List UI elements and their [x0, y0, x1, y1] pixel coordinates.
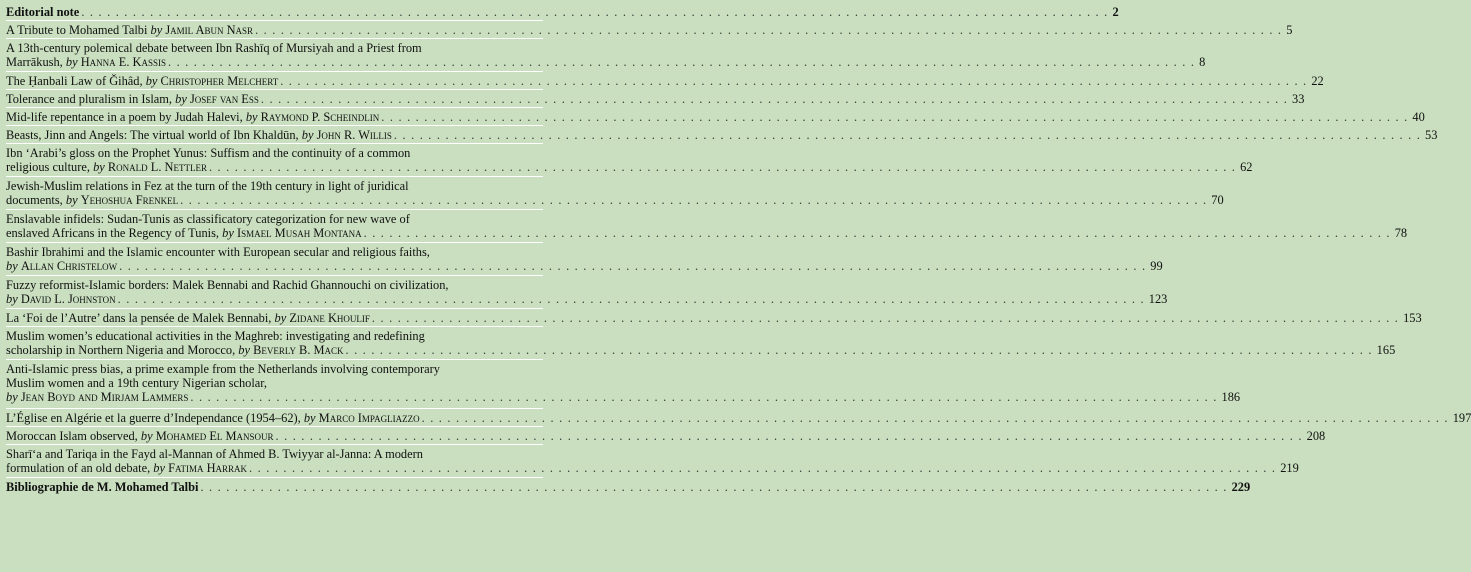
entry-heading — [6, 311, 370, 325]
entry-by: by — [150, 23, 163, 37]
entry-line — [6, 390, 1241, 404]
toc-entry[interactable] — [6, 39, 1206, 72]
entry-by: by — [303, 411, 316, 425]
entry-title: The Ḥanbali Law of Ğihâd, — [6, 74, 143, 88]
toc-entry[interactable] — [6, 427, 1326, 445]
leader-dots: . . . . . . . . . . . . . . . . . . . . . . . . . . . . . . . . . . . . . . . . . . . . . . . . . . . . . . . . . . . . . . . . . . . . . . . . . . . . . . . . . . . . . . . . . . . . . . . . . . . . . . . . . . . . . . . . . . . . . . . . — [363, 226, 1391, 240]
entry-title: Marrākush, — [6, 55, 63, 69]
entry-title-line: Fuzzy reformist-Islamic borders: Malek Bennabi and Rachid Ghannouchi on civilization, — [6, 278, 449, 292]
entry-heading — [6, 461, 247, 475]
toc-entry[interactable] — [6, 478, 1251, 497]
entry-author: Fatima Harrak — [168, 461, 248, 475]
leader-dots: . . . . . . . . . . . . . . . . . . . . . . . . . . . . . . . . . . . . . . . . . . . . . . . . . . . . . . . . . . . . . . . . . . . . . . . . . . . . . . . . . . . . . . . . . . . . . . . . . . . . . . . . . . . . . . . . . . . . . . . . — [255, 23, 1283, 37]
entry-title: Tolerance and pluralism in Islam, — [6, 92, 173, 106]
entry-line — [6, 480, 1251, 494]
entry-line — [6, 74, 1324, 88]
leader-dots: . . . . . . . . . . . . . . . . . . . . . . . . . . . . . . . . . . . . . . . . . . . . . . . . . . . . . . . . . . . . . . . . . . . . . . . . . . . . . . . . . . . . . . . . . . . . . . . . . . . . . . . . . . . . . . . . . . . . . . . . — [208, 160, 1237, 174]
leader-dots: . . . . . . . . . . . . . . . . . . . . . . . . . . . . . . . . . . . . . . . . . . . . . . . . . . . . . . . . . . . . . . . . . . . . . . . . . . . . . . . . . . . . . . . . . . . . . . . . . . . . . . . . . . . . . . . . . . . . . . . . — [275, 429, 1303, 443]
entry-author: John R. Willis — [316, 128, 392, 142]
leader-dots: . . . . . . . . . . . . . . . . . . . . . . . . . . . . . . . . . . . . . . . . . . . . . . . . . . . . . . . . . . . . . . . . . . . . . . . . . . . . . . . . . . . . . . . . . . . . . . . . . . . . . . . . . . . . . . . . . . . . . . . . — [180, 193, 1208, 207]
entry-heading — [6, 110, 379, 124]
entry-by: by — [245, 110, 258, 124]
entry-line — [6, 461, 1299, 475]
entry-page-number: 53 — [1425, 128, 1438, 142]
entry-page-number: 219 — [1280, 461, 1299, 475]
entry-author: Raymond P. Scheindlin — [260, 110, 380, 124]
leader-dots: . . . . . . . . . . . . . . . . . . . . . . . . . . . . . . . . . . . . . . . . . . . . . . . . . . . . . . . . . . . . . . . . . . . . . . . . . . . . . . . . . . . . . . . . . . . . . . . . . . . . . . . . . . . . . . . . . . . . . . . . — [81, 5, 1109, 19]
entry-heading — [6, 160, 207, 174]
entry-by: by — [65, 55, 78, 69]
entry-author: Jean Boyd and Mirjam Lammers — [20, 390, 189, 404]
entry-author: Jamil Abun Nasr — [165, 23, 254, 37]
entry-title-line: Jewish-Muslim relations in Fez at the turn of the 19th century in light of juridical — [6, 179, 409, 193]
entry-line — [6, 23, 1293, 37]
toc-entry[interactable] — [6, 126, 1438, 144]
toc-entry[interactable] — [6, 276, 1168, 309]
entry-author: Hanna E. Kassis — [80, 55, 166, 69]
entry-title: documents, — [6, 193, 63, 207]
entry-author: Zidane Khoulif — [289, 311, 370, 325]
leader-dots: . . . . . . . . . . . . . . . . . . . . . . . . . . . . . . . . . . . . . . . . . . . . . . . . . . . . . . . . . . . . . . . . . . . . . . . . . . . . . . . . . . . . . . . . . . . . . . . . . . . . . . . . . . . . . . . . . . . . . . . . — [280, 74, 1308, 88]
entry-title: L’Église en Algérie et la guerre d’Independance (1954–62), — [6, 411, 301, 425]
entry-title: scholarship in Northern Nigeria and Morocco, — [6, 343, 236, 357]
entry-line — [6, 429, 1326, 443]
entry-heading — [6, 55, 166, 69]
entry-heading — [6, 193, 178, 207]
entry-line — [6, 160, 1253, 174]
entry-line — [6, 92, 1305, 106]
leader-dots: . . . . . . . . . . . . . . . . . . . . . . . . . . . . . . . . . . . . . . . . . . . . . . . . . . . . . . . . . . . . . . . . . . . . . . . . . . . . . . . . . . . . . . . . . . . . . . . . . . . . . . . . . . . . . . . . . . . . . . . . — [249, 461, 1277, 475]
entry-by: by — [175, 92, 187, 106]
entry-author: Marco Impagliazzo — [318, 411, 420, 425]
entry-by: by — [6, 259, 18, 273]
entry-by: by — [145, 74, 158, 88]
entry-line — [6, 411, 1471, 425]
entry-page-number: 62 — [1240, 160, 1253, 174]
entry-author: Beverly B. Mack — [253, 343, 344, 357]
entry-by: by — [238, 343, 250, 357]
toc-entry[interactable] — [6, 409, 1471, 427]
toc-entry[interactable] — [6, 144, 1253, 177]
toc-entry[interactable] — [6, 360, 1241, 409]
leader-dots: . . . . . . . . . . . . . . . . . . . . . . . . . . . . . . . . . . . . . . . . . . . . . . . . . . . . . . . . . . . . . . . . . . . . . . . . . . . . . . . . . . . . . . . . . . . . . . . . . . . . . . . . . . . . . . . . . . . . . . . . — [200, 480, 1228, 494]
entry-by: by — [222, 226, 234, 240]
entry-title-line: A 13th-century polemical debate between Ibn Rashīq of Mursiyah and a Priest from — [6, 41, 422, 55]
entry-by: by — [274, 311, 287, 325]
entry-heading — [6, 390, 188, 404]
entry-by: by — [93, 160, 105, 174]
entry-title-line: Bashir Ibrahimi and the Islamic encounter with European secular and religious faiths, — [6, 245, 430, 259]
entry-heading — [6, 480, 198, 494]
entry-title: Mid-life repentance in a poem by Judah Halevi, — [6, 110, 243, 124]
entry-author: Mohamed El Mansour — [155, 429, 274, 443]
entry-page-number: 2 — [1112, 5, 1119, 19]
entry-page-number: 40 — [1412, 110, 1425, 124]
toc-entry[interactable] — [6, 72, 1324, 90]
entry-title: formulation of an old debate, — [6, 461, 151, 475]
entry-title: Bibliographie de M. Mohamed Talbi — [6, 480, 199, 494]
entry-title: religious culture, — [6, 160, 90, 174]
entry-author: Yehoshua Frenkel — [80, 193, 179, 207]
entry-heading — [6, 292, 116, 306]
toc-entry[interactable] — [6, 445, 1299, 478]
toc-entry[interactable] — [6, 3, 1119, 21]
entry-line — [6, 292, 1168, 306]
entry-heading — [6, 128, 392, 142]
leader-dots: . . . . . . . . . . . . . . . . . . . . . . . . . . . . . . . . . . . . . . . . . . . . . . . . . . . . . . . . . . . . . . . . . . . . . . . . . . . . . . . . . . . . . . . . . . . . . . . . . . . . . . . . . . . . . . . . . . . . . . . . — [117, 292, 1145, 306]
entry-heading — [6, 23, 253, 37]
entry-page-number: 70 — [1211, 193, 1224, 207]
entry-by: by — [301, 128, 314, 142]
leader-dots: . . . . . . . . . . . . . . . . . . . . . . . . . . . . . . . . . . . . . . . . . . . . . . . . . . . . . . . . . . . . . . . . . . . . . . . . . . . . . . . . . . . . . . . . . . . . . . . . . . . . . . . . . . . . . . . . . . . . . . . . — [190, 390, 1218, 404]
toc-entry[interactable] — [6, 210, 1408, 243]
entry-line — [6, 311, 1422, 325]
entry-page-number: 186 — [1221, 390, 1241, 404]
entry-page-number: 153 — [1403, 311, 1422, 325]
entry-line — [6, 55, 1206, 69]
entry-heading — [6, 226, 362, 240]
entry-title: Moroccan Islam observed, — [6, 429, 138, 443]
entry-by: by — [6, 292, 18, 306]
entry-by: by — [65, 193, 78, 207]
toc-entry[interactable] — [6, 108, 1425, 126]
entry-line — [6, 193, 1224, 207]
entry-by: by — [6, 390, 18, 404]
entry-line — [6, 259, 1163, 273]
entry-title-line: Enslavable infidels: Sudan-Tunis as classificatory categorization for new wave of — [6, 212, 410, 226]
entry-title-line: Anti-Islamic press bias, a prime example from the Netherlands involving contemporary — [6, 362, 440, 376]
entry-page-number: 208 — [1306, 429, 1326, 443]
entry-title: enslaved Africans in the Regency of Tunis, — [6, 226, 220, 240]
entry-title-line: Sharī‘a and Tariqa in the Fayd al-Mannan of Ahmed B. Twiyyar al-Janna: A modern — [6, 447, 423, 461]
entry-title-line: Ibn ‘Arabi’s gloss on the Prophet Yunus: Suffism and the continuity of a common — [6, 146, 411, 160]
leader-dots: . . . . . . . . . . . . . . . . . . . . . . . . . . . . . . . . . . . . . . . . . . . . . . . . . . . . . . . . . . . . . . . . . . . . . . . . . . . . . . . . . . . . . . . . . . . . . . . . . . . . . . . . . . . . . . . . . . . . . . . . — [167, 55, 1196, 69]
leader-dots: . . . . . . . . . . . . . . . . . . . . . . . . . . . . . . . . . . . . . . . . . . . . . . . . . . . . . . . . . . . . . . . . . . . . . . . . . . . . . . . . . . . . . . . . . . . . . . . . . . . . . . . . . . . . . . . . . . . . . . . . — [393, 128, 1422, 142]
entry-line — [6, 226, 1408, 240]
entry-line — [6, 128, 1438, 142]
entry-title: La ‘Foi de l’Autre’ dans la pensée de Malek Bennabi, — [6, 311, 272, 325]
entry-title: Beasts, Jinn and Angels: The virtual world of Ibn Khaldūn, — [6, 128, 299, 142]
leader-dots: . . . . . . . . . . . . . . . . . . . . . . . . . . . . . . . . . . . . . . . . . . . . . . . . . . . . . . . . . . . . . . . . . . . . . . . . . . . . . . . . . . . . . . . . . . . . . . . . . . . . . . . . . . . . . . . . . . . . . . . . — [260, 92, 1289, 106]
toc-entry[interactable] — [6, 177, 1224, 210]
toc-entry[interactable] — [6, 90, 1305, 108]
entry-title-line: Muslim women and a 19th century Nigerian scholar, — [6, 376, 268, 390]
entry-page-number: 229 — [1231, 480, 1251, 494]
toc-entry[interactable] — [6, 309, 1422, 327]
entry-page-number: 99 — [1150, 259, 1163, 273]
entry-author: Josef van Ess — [189, 92, 259, 106]
entry-page-number: 78 — [1394, 226, 1408, 240]
toc-entry[interactable] — [6, 21, 1293, 39]
leader-dots: . . . . . . . . . . . . . . . . . . . . . . . . . . . . . . . . . . . . . . . . . . . . . . . . . . . . . . . . . . . . . . . . . . . . . . . . . . . . . . . . . . . . . . . . . . . . . . . . . . . . . . . . . . . . . . . . . . . . . . . . — [371, 311, 1400, 325]
entry-page-number: 8 — [1199, 55, 1206, 69]
entry-heading — [6, 429, 274, 443]
entry-title-line: Muslim women’s educational activities in the Maghreb: investigating and redefining — [6, 329, 425, 343]
entry-author: Ismael Musah Montana — [236, 226, 362, 240]
entry-page-number: 197 — [1452, 411, 1471, 425]
leader-dots: . . . . . . . . . . . . . . . . . . . . . . . . . . . . . . . . . . . . . . . . . . . . . . . . . . . . . . . . . . . . . . . . . . . . . . . . . . . . . . . . . . . . . . . . . . . . . . . . . . . . . . . . . . . . . . . . . . . . . . . . — [345, 343, 1373, 357]
entry-page-number: 123 — [1148, 292, 1168, 306]
entry-heading — [6, 92, 259, 106]
toc-entry[interactable] — [6, 327, 1396, 360]
entry-heading — [6, 343, 344, 357]
entry-author: Allan Christelow — [20, 259, 118, 273]
entry-by: by — [153, 461, 165, 475]
entry-author: Ronald L. Nettler — [107, 160, 207, 174]
entry-heading — [6, 5, 79, 19]
entry-page-number: 165 — [1376, 343, 1396, 357]
entry-author: Christopher Melchert — [160, 74, 279, 88]
toc-entry[interactable] — [6, 243, 1163, 276]
entry-title: Editorial note — [6, 5, 80, 19]
entry-line — [6, 110, 1425, 124]
entry-author: David L. Johnston — [20, 292, 116, 306]
leader-dots: . . . . . . . . . . . . . . . . . . . . . . . . . . . . . . . . . . . . . . . . . . . . . . . . . . . . . . . . . . . . . . . . . . . . . . . . . . . . . . . . . . . . . . . . . . . . . . . . . . . . . . . . . . . . . . . . . . . . . . . . — [421, 411, 1449, 425]
entry-heading — [6, 74, 278, 88]
entry-page-number: 33 — [1292, 92, 1305, 106]
entry-line — [6, 5, 1119, 19]
entry-page-number: 5 — [1286, 23, 1293, 37]
entry-heading — [6, 259, 117, 273]
entry-page-number: 22 — [1311, 74, 1324, 88]
entry-heading — [6, 411, 420, 425]
entry-by: by — [140, 429, 153, 443]
entry-title: A Tribute to Mohamed Talbi — [6, 23, 148, 37]
leader-dots: . . . . . . . . . . . . . . . . . . . . . . . . . . . . . . . . . . . . . . . . . . . . . . . . . . . . . . . . . . . . . . . . . . . . . . . . . . . . . . . . . . . . . . . . . . . . . . . . . . . . . . . . . . . . . . . . . . . . . . . . — [381, 110, 1409, 124]
leader-dots: . . . . . . . . . . . . . . . . . . . . . . . . . . . . . . . . . . . . . . . . . . . . . . . . . . . . . . . . . . . . . . . . . . . . . . . . . . . . . . . . . . . . . . . . . . . . . . . . . . . . . . . . . . . . . . . . . . . . . . . . — [119, 259, 1147, 273]
entry-line — [6, 343, 1396, 357]
